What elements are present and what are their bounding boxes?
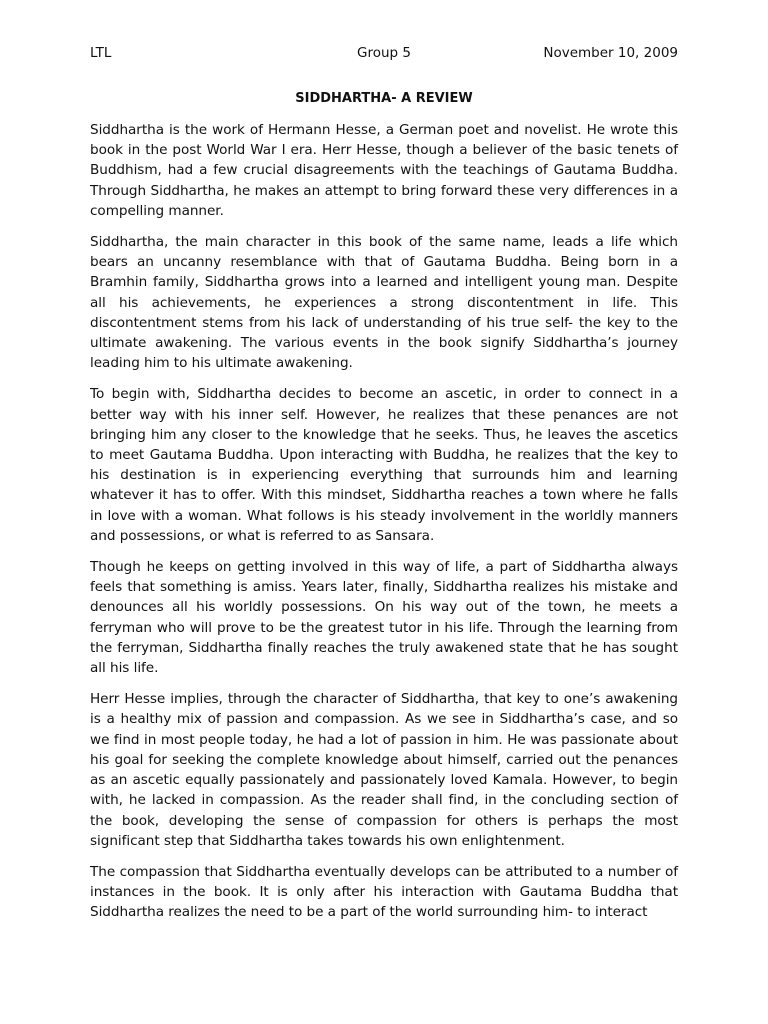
document-title: SIDDHARTHA- A REVIEW xyxy=(295,91,473,106)
header-right: November 10, 2009 xyxy=(543,45,678,61)
paragraph: Herr Hesse implies, through the character of Siddhartha, that key to one’s awakening is a healthy mix of passion and compassion. As we see in Siddhartha’s case, and so we find in most people today, he had a lot of passion in him. He was passionate about his goal for seeking the complete knowledge about himself, carried out the penances as an ascetic equally passionately and passionately loved Kamala. However, to begin with, he lacked in compassion. As the reader shall find, in the concluding section of the book, developing the sense of compassion for others is perhaps the most significant step that Siddhartha takes towards his own enlightenment. xyxy=(90,691,678,849)
paragraph: Though he keeps on getting involved in this way of life, a part of Siddhartha always feels that something is amiss. Years later, finally, Siddhartha realizes his mistake and denounces all his worldly possessions. On his way out of the town, he meets a ferryman who will prove to be the greatest tutor in his life. Through the learning from the ferryman, Siddhartha finally reaches the truly awakened state that he has sought all his life. xyxy=(90,559,678,677)
header-left: LTL xyxy=(90,45,112,61)
paragraph: Siddhartha is the work of Hermann Hesse, a German poet and novelist. He wrote this book in the post World War I era. Herr Hesse, though a believer of the basic tenets of Buddhism, had a few crucial disagreements with the teachings of Gautama Buddha. Through Siddhartha, he makes an attempt to bring forward these very differences in a compelling manner. xyxy=(90,122,678,219)
paragraph: To begin with, Siddhartha decides to become an ascetic, in order to connect in a better way with his inner self. However, he realizes that these penances are not bringing him any closer to the knowledge that he seeks. Thus, he leaves the ascetics to meet Gautama Buddha. Upon interacting with Buddha, he realizes that the key to his destination is in experiencing everything that surrounds him and learning whatever it has to offer. With this mindset, Siddhartha reaches a town where he falls in love with a woman. What follows is his steady involvement in the worldly manners and possessions, or what is referred to as Sansara. xyxy=(90,386,678,544)
header-center: Group 5 xyxy=(357,45,411,61)
document-page xyxy=(90,44,678,934)
paragraph: The compassion that Siddhartha eventually develops can be attributed to a number of instances in the book. It is only after his interaction with Gautama Buddha that Siddhartha realizes the need to be a part of the world surrounding him- to interact xyxy=(90,863,678,921)
page-header xyxy=(90,44,678,62)
paragraph: Siddhartha, the main character in this book of the same name, leads a life which bears an uncanny resemblance with that of Gautama Buddha. Being born in a Bramhin family, Siddhartha grows into a learned and intelligent young man. Despite all his achievements, he experiences a strong discontentment in life. This discontentment stems from his lack of understanding of his true self- the key to the ultimate awakening. The various events in the book signify Siddhartha’s journey leading him to his ultimate awakening. xyxy=(90,234,678,372)
